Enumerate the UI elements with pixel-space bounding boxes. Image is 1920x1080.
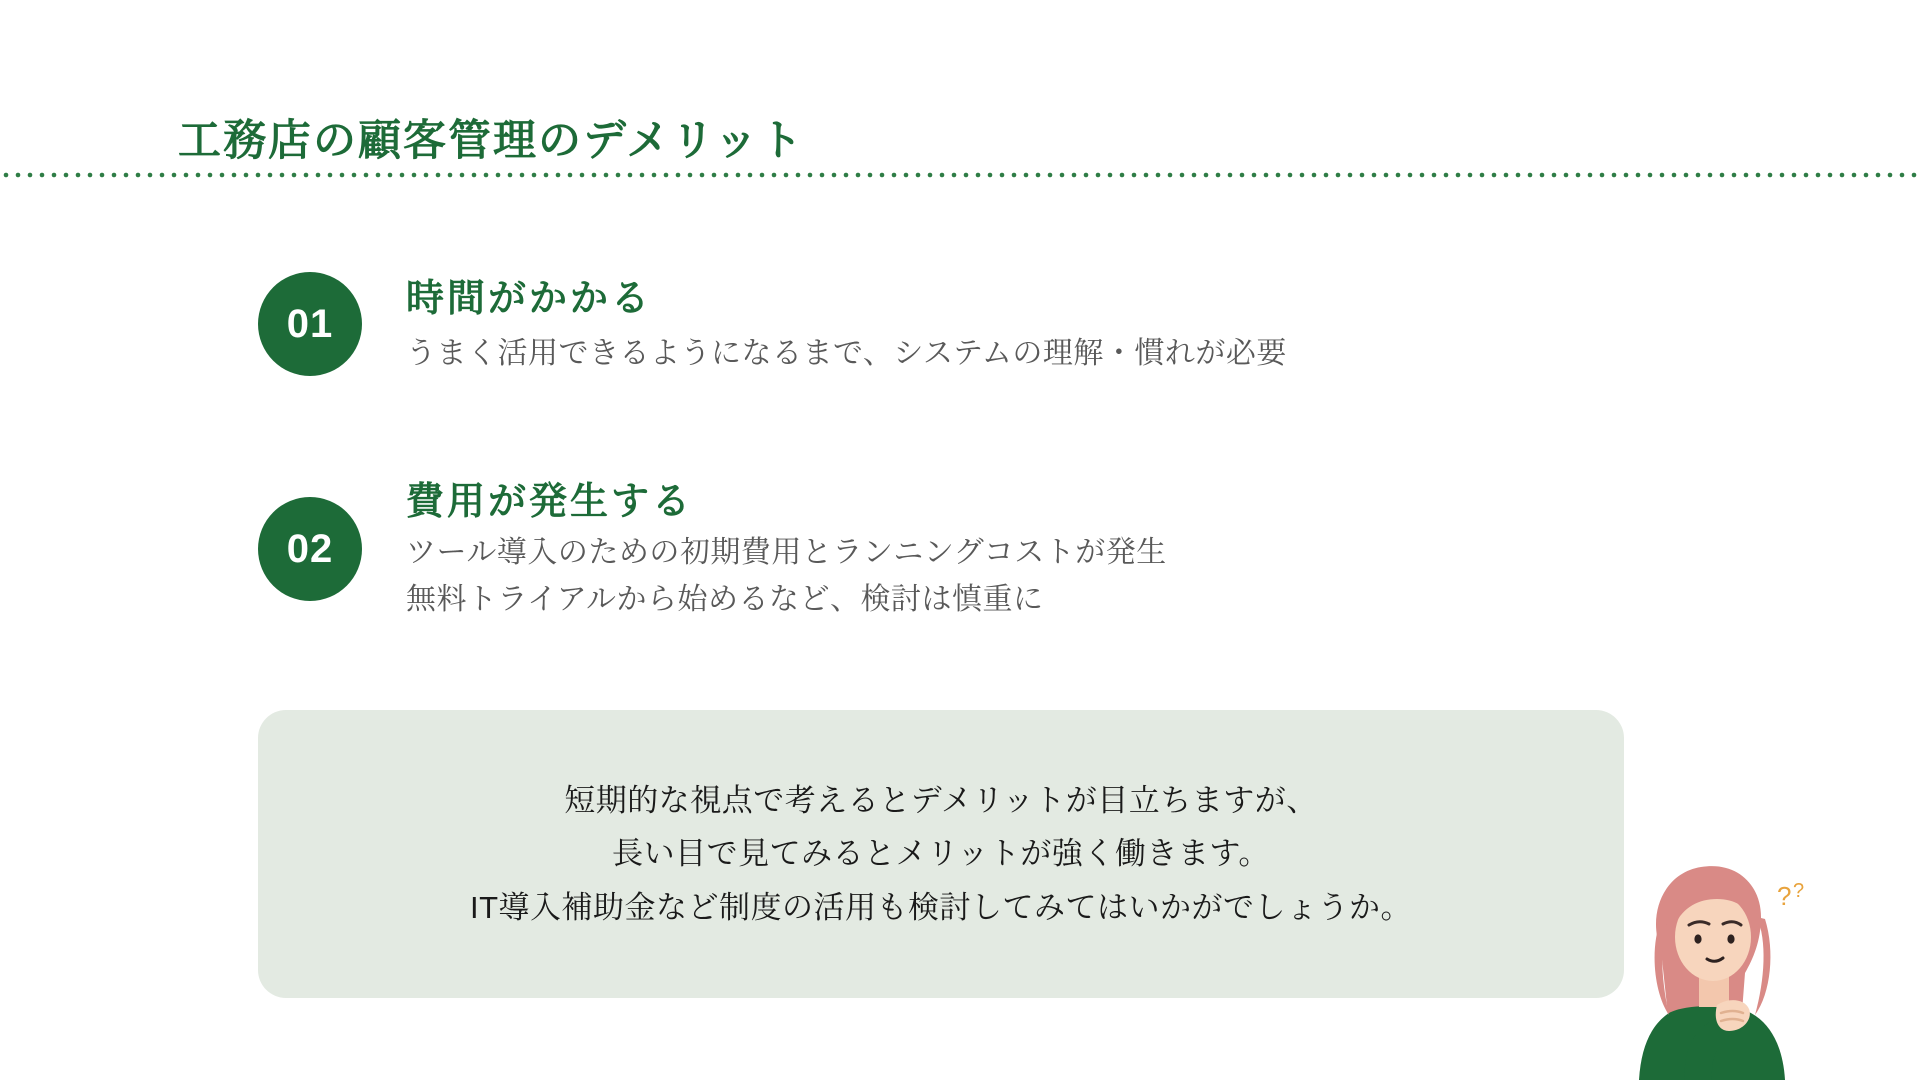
item-number-badge: 02: [258, 497, 362, 601]
item-number-badge: 01: [258, 272, 362, 376]
item-content: [406, 475, 1167, 622]
item-description-line: 無料トライアルから始めるなど、検討は慎重に: [406, 583, 1044, 617]
list-item: [258, 272, 1287, 376]
item-heading: 費用が発生する: [406, 481, 694, 523]
note-box: [258, 710, 1624, 998]
eye-right: [1727, 934, 1734, 943]
note-line: 短期的な視点で考えるとデメリットが目立ちますが、: [564, 783, 1318, 819]
thinking-person-illustration: [1625, 855, 1825, 1080]
page-title: 工務店の顧客管理のデメリット: [178, 116, 805, 165]
eye-left: [1694, 934, 1701, 943]
item-heading: 時間がかかる: [406, 278, 653, 320]
note-text: [470, 774, 1412, 934]
item-content: [406, 272, 1287, 376]
list-item: [258, 475, 1167, 622]
question-mark-icon: ?: [1777, 881, 1792, 911]
item-description-line: ツール導入のための初期費用とランニングコストが発生: [406, 536, 1167, 570]
note-line: IT導入補助金など制度の活用も検討してみてはいかがでしょうか。: [469, 889, 1413, 925]
question-mark-icon: ?: [1793, 880, 1805, 902]
item-description-line: うまく活用できるようになるまで、システムの理解・慣れが必要: [406, 337, 1287, 371]
note-line: 長い目で見てみるとメリットが強く働きます。: [612, 836, 1270, 872]
dotted-divider: [0, 172, 1920, 178]
